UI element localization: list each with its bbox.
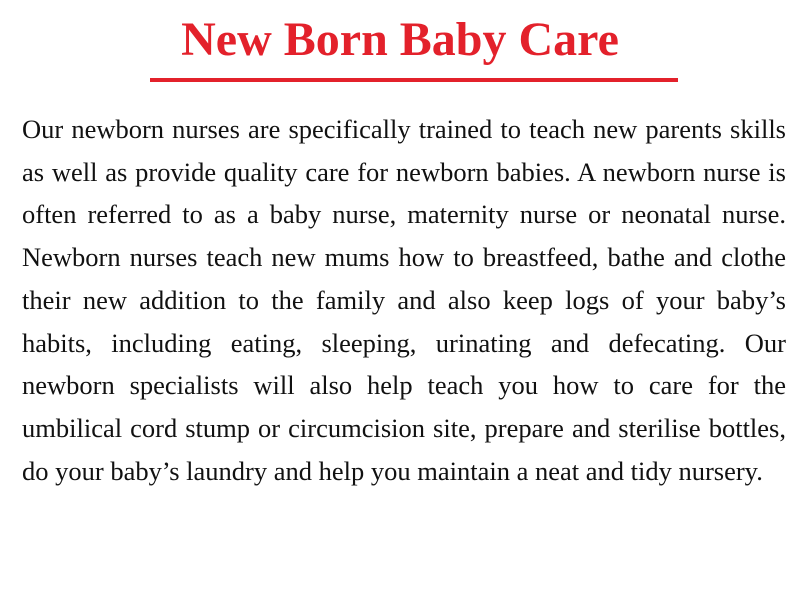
title-underline (150, 78, 678, 82)
body-paragraph: Our newborn nurses are specifically trained to teach new parents skills as well as provide quality care for newborn babies. A newborn nurse is often referred to as a baby nurse, maternity nurse or neonatal nurse. Newborn nurses teach new mums how to breastfeed, bathe and clothe their new addition to the family and also keep logs of your baby’s habits, including eating, sleeping, urinating and defecating. Our newborn specialists will also help teach you how to care for the umbilical cord stump or circumcision site, prepare and sterilise bottles, do your baby’s laundry and help you maintain a neat and tidy nursery. (22, 114, 786, 486)
page-title: New Born Baby Care (181, 13, 619, 66)
